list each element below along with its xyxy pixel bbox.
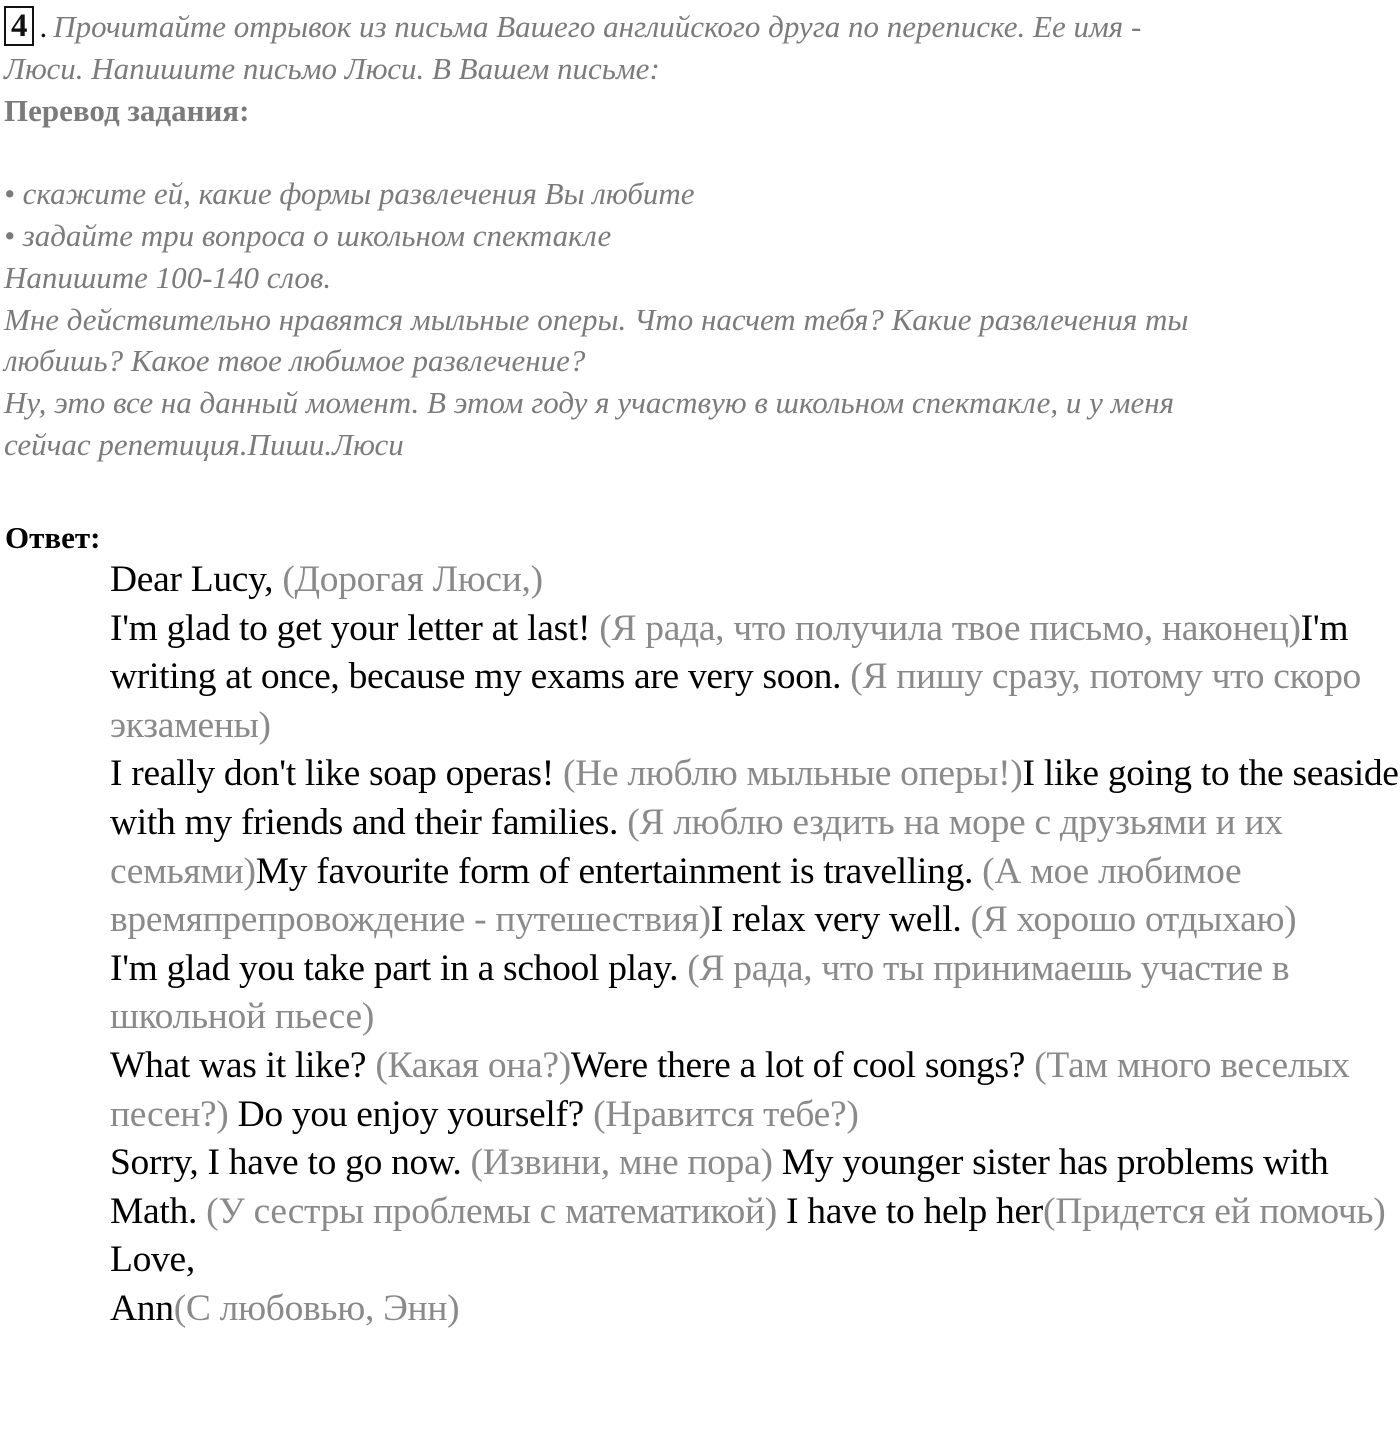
answer-letter (110, 556, 1400, 1334)
p2-s1-en: I really don't like soap operas! (110, 753, 563, 795)
signature-ru: (С любовью, Энн) (173, 1287, 460, 1329)
p5-s3-ru: (Придется ей помочь) (1043, 1190, 1386, 1232)
p1-s2-en: I'm writing at once, because my exams are very soon. (110, 607, 1349, 698)
p2-s2-ru: (Я люблю ездить на море с друзьями и их семьями) (110, 801, 1283, 892)
p4-s1-en: What was it like? (110, 1044, 376, 1086)
letter-line-4: сейчас репетиция.Пиши.Люси (4, 426, 404, 462)
closing-en: Love, (110, 1239, 195, 1281)
letter-line-2: любишь? Какое твое любимое развлечение? (4, 343, 586, 379)
p3-s1-ru: (Я рада, что ты принимаешь участие в школьной пьесе) (110, 947, 1290, 1038)
p5-s2-en: My younger sister has problems with Math. (110, 1142, 1329, 1232)
p1-s1-ru: (Я рада, что получила твое письмо, наконец) (599, 607, 1301, 649)
task-number-box: 4 (4, 6, 34, 46)
task-word-count: Напишите 100-140 слов. (4, 259, 332, 295)
answer-paragraph-4 (110, 1042, 1400, 1139)
task-block (4, 6, 1396, 466)
p1-s1-en: I'm glad to get your letter at last! (110, 607, 600, 649)
task-bullet-2: • задайте три вопроса о школьном спектакле (4, 217, 612, 253)
p5-s1-en: Sorry, I have to go now. (110, 1142, 471, 1184)
blank-line (4, 131, 1396, 173)
task-number-dot: . (39, 9, 48, 44)
p2-s2-en: I like going to the seaside with my friends and their families. (110, 753, 1399, 843)
p4-s2-ru: (Там много веселых песен?) (110, 1044, 1350, 1135)
answer-closing (110, 1236, 1400, 1285)
p4-s1-ru: (Какая она?) (375, 1044, 571, 1086)
greeting-en: Dear Lucy, (110, 559, 283, 600)
greeting-ru: (Дорогая Люси,) (282, 559, 543, 600)
p1-s2-ru: (Я пишу сразу, потому что скоро экзамены) (110, 656, 1361, 746)
letter-line-1: Мне действительно нравятся мыльные оперы. Что насчет тебя? Какие развлечения ты (4, 301, 1189, 337)
task-bullet-1: • скажите ей, какие формы развлечения Вы любите (4, 176, 695, 212)
answer-paragraph-1 (110, 605, 1400, 751)
task-intro-line1: Прочитайте отрывок из письма Вашего английского друга по переписке. Ее имя - (53, 9, 1142, 44)
answer-paragraph-3 (110, 945, 1400, 1042)
answer-paragraph-5 (110, 1139, 1400, 1236)
p4-s3-ru: (Нравится тебе?) (593, 1093, 859, 1135)
p4-s2-en: Were there a lot of cool songs? (570, 1044, 1035, 1086)
p5-s1-ru: (Извини, мне пора) (470, 1142, 773, 1184)
signature-en: Ann (110, 1287, 174, 1329)
translation-heading: Перевод задания: (4, 92, 250, 128)
p5-s2-ru: (У сестры проблемы с математикой) (206, 1190, 777, 1232)
answer-greeting (110, 556, 1400, 605)
p2-s3-ru: (А мое любимое времяпрепровождение - путешествия) (110, 850, 1242, 941)
p2-s4-ru: (Я хорошо отдыхаю) (970, 899, 1297, 941)
answer-label: Ответ: (5, 520, 101, 555)
p3-s1-en: I'm glad you take part in a school play. (110, 947, 688, 989)
task-intro-line (4, 6, 1396, 48)
letter-line-3: Ну, это все на данный момент. В этом году я участвую в школьном спектакле, и у меня (4, 385, 1174, 421)
p2-s4-en: I relax very well. (710, 899, 971, 941)
p2-s3-en: My favourite form of entertainment is travelling. (255, 850, 983, 892)
p4-s3-en: Do you enjoy yourself? (228, 1093, 594, 1135)
p2-s1-ru: (Не люблю мыльные оперы!) (562, 753, 1023, 795)
task-intro-line2: Люси. Напишите письмо Люси. В Вашем письме: (4, 50, 660, 86)
answer-signature (110, 1285, 1400, 1334)
answer-paragraph-2 (110, 750, 1400, 944)
p5-s3-en: I have to help her (776, 1190, 1043, 1232)
